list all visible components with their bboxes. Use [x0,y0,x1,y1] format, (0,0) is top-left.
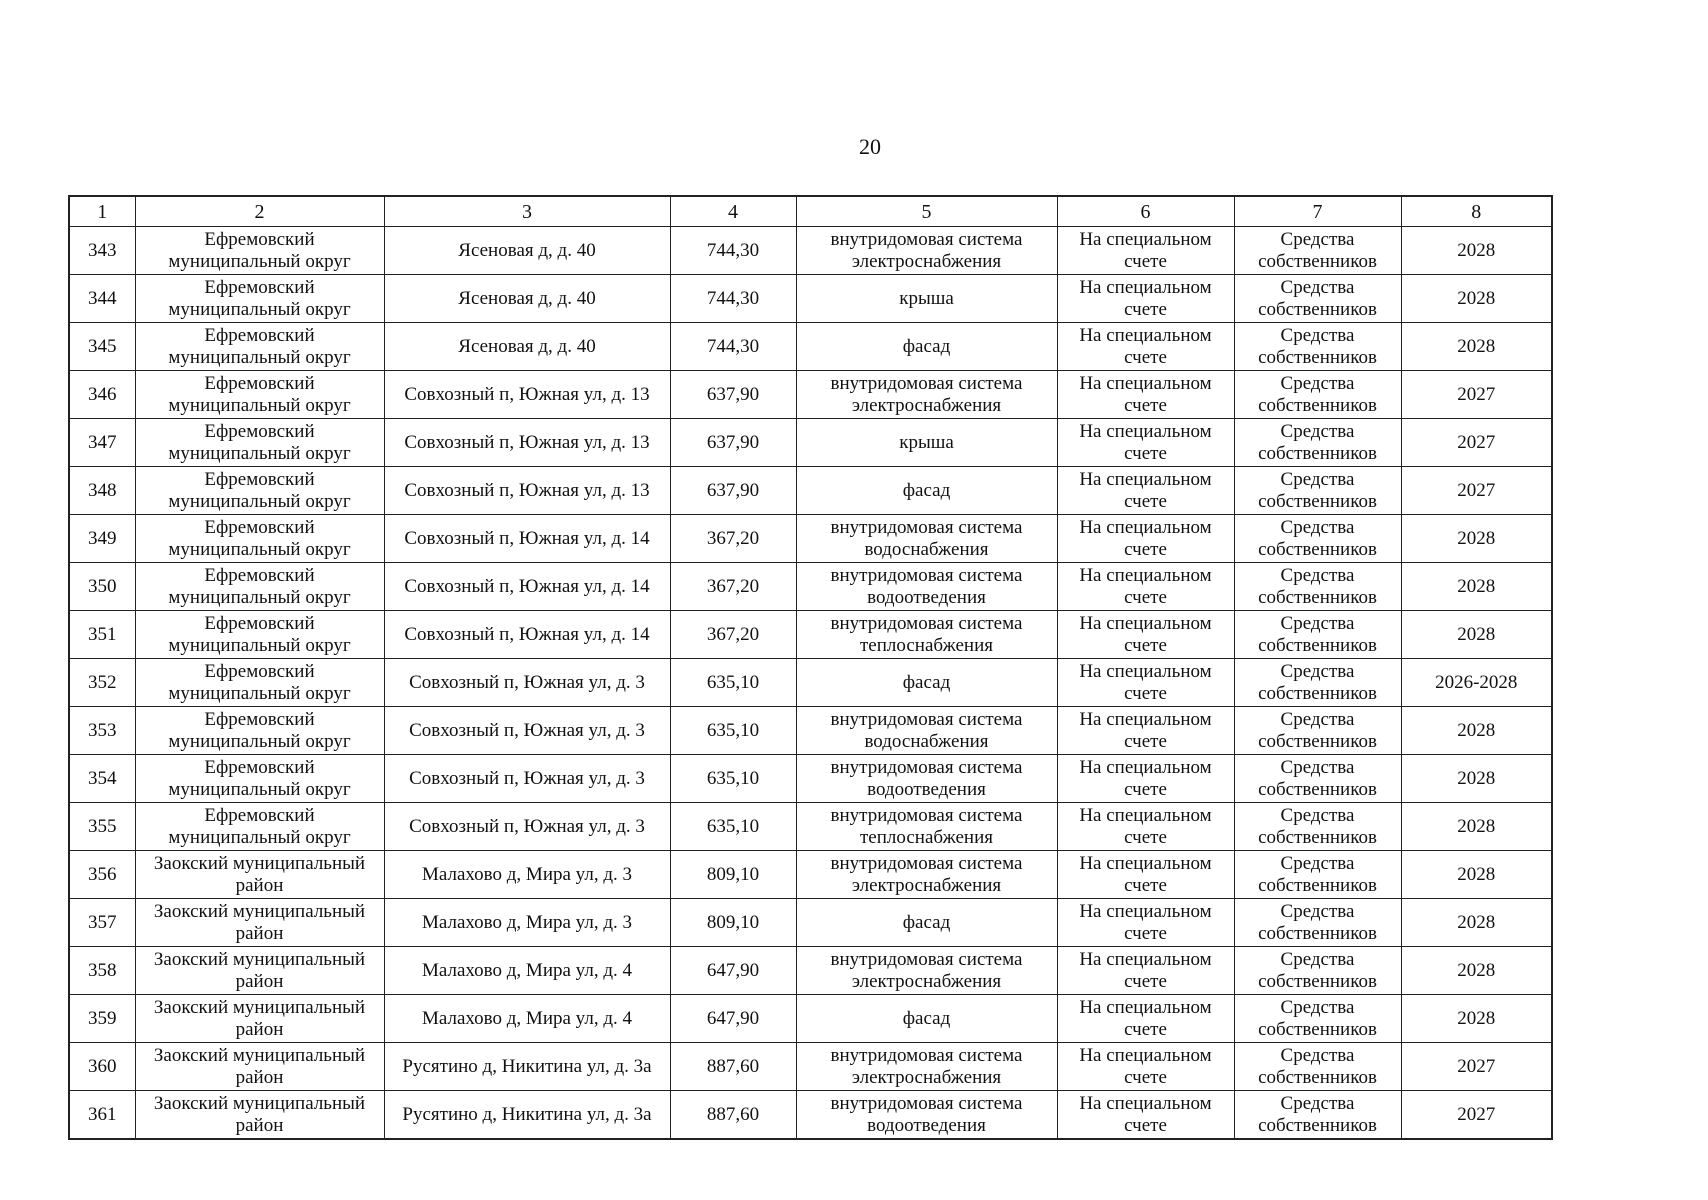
address-cell: Русятино д, Никитина ул, д. 3а [384,1043,670,1091]
system-cell: фасад [796,659,1057,707]
table-row [69,467,1552,515]
row-number-cell: 346 [69,371,135,419]
year-cell: 2027 [1401,371,1552,419]
area-cell: 647,90 [670,947,796,995]
municipality-cell: Ефремовский муниципальный округ [135,419,384,467]
system-cell: внутридомовая система водоотведения [796,1091,1057,1140]
table-body [69,227,1552,1140]
system-cell: фасад [796,995,1057,1043]
year-cell: 2027 [1401,1043,1552,1091]
table-row [69,227,1552,275]
address-cell: Совхозный п, Южная ул, д. 3 [384,803,670,851]
fund-type-cell: На специальном счете [1057,707,1234,755]
year-cell: 2028 [1401,803,1552,851]
fund-type-cell: На специальном счете [1057,1043,1234,1091]
municipality-cell: Заокский муниципальный район [135,851,384,899]
area-cell: 635,10 [670,707,796,755]
municipality-cell: Ефремовский муниципальный округ [135,611,384,659]
system-cell: внутридомовая система электроснабжения [796,947,1057,995]
column-header: 4 [670,196,796,227]
municipality-cell: Ефремовский муниципальный округ [135,659,384,707]
table-row [69,755,1552,803]
row-number-cell: 349 [69,515,135,563]
year-cell: 2028 [1401,899,1552,947]
row-number-cell: 343 [69,227,135,275]
year-cell: 2028 [1401,515,1552,563]
system-cell: фасад [796,899,1057,947]
fund-type-cell: На специальном счете [1057,755,1234,803]
area-cell: 744,30 [670,227,796,275]
municipality-cell: Ефремовский муниципальный округ [135,803,384,851]
row-number-cell: 358 [69,947,135,995]
area-cell: 367,20 [670,515,796,563]
table-row [69,275,1552,323]
address-cell: Малахово д, Мира ул, д. 3 [384,899,670,947]
address-cell: Ясеновая д, д. 40 [384,323,670,371]
funding-source-cell: Средства собственников [1234,227,1401,275]
municipality-cell: Заокский муниципальный район [135,899,384,947]
address-cell: Совхозный п, Южная ул, д. 13 [384,467,670,515]
table-row [69,1091,1552,1140]
address-cell: Малахово д, Мира ул, д. 4 [384,995,670,1043]
area-cell: 635,10 [670,659,796,707]
fund-type-cell: На специальном счете [1057,563,1234,611]
column-header: 5 [796,196,1057,227]
year-cell: 2028 [1401,947,1552,995]
row-number-cell: 353 [69,707,135,755]
fund-type-cell: На специальном счете [1057,659,1234,707]
fund-type-cell: На специальном счете [1057,371,1234,419]
table-row [69,563,1552,611]
fund-type-cell: На специальном счете [1057,995,1234,1043]
address-cell: Совхозный п, Южная ул, д. 14 [384,515,670,563]
municipality-cell: Ефремовский муниципальный округ [135,515,384,563]
system-cell: внутридомовая система электроснабжения [796,851,1057,899]
year-cell: 2028 [1401,611,1552,659]
table-row [69,995,1552,1043]
funding-source-cell: Средства собственников [1234,995,1401,1043]
row-number-cell: 345 [69,323,135,371]
funding-source-cell: Средства собственников [1234,1043,1401,1091]
area-cell: 809,10 [670,899,796,947]
address-cell: Совхозный п, Южная ул, д. 14 [384,563,670,611]
column-header: 8 [1401,196,1552,227]
page-number: 20 [859,134,881,159]
area-cell: 887,60 [670,1043,796,1091]
row-number-cell: 350 [69,563,135,611]
year-cell: 2028 [1401,227,1552,275]
column-header: 2 [135,196,384,227]
fund-type-cell: На специальном счете [1057,947,1234,995]
address-cell: Русятино д, Никитина ул, д. 3а [384,1091,670,1140]
address-cell: Ясеновая д, д. 40 [384,275,670,323]
table-row [69,659,1552,707]
area-cell: 887,60 [670,1091,796,1140]
area-cell: 637,90 [670,467,796,515]
table-row [69,707,1552,755]
year-cell: 2028 [1401,275,1552,323]
funding-source-cell: Средства собственников [1234,515,1401,563]
fund-type-cell: На специальном счете [1057,899,1234,947]
fund-type-cell: На специальном счете [1057,227,1234,275]
funding-source-cell: Средства собственников [1234,1091,1401,1140]
fund-type-cell: На специальном счете [1057,515,1234,563]
fund-type-cell: На специальном счете [1057,1091,1234,1140]
area-cell: 637,90 [670,371,796,419]
row-number-cell: 357 [69,899,135,947]
column-header: 7 [1234,196,1401,227]
system-cell: внутридомовая система теплоснабжения [796,611,1057,659]
row-number-cell: 348 [69,467,135,515]
funding-source-cell: Средства собственников [1234,275,1401,323]
column-header: 1 [69,196,135,227]
address-cell: Совхозный п, Южная ул, д. 3 [384,707,670,755]
funding-source-cell: Средства собственников [1234,803,1401,851]
funding-source-cell: Средства собственников [1234,611,1401,659]
municipality-cell: Заокский муниципальный район [135,947,384,995]
fund-type-cell: На специальном счете [1057,467,1234,515]
address-cell: Совхозный п, Южная ул, д. 13 [384,419,670,467]
municipality-cell: Ефремовский муниципальный округ [135,467,384,515]
area-cell: 647,90 [670,995,796,1043]
funding-source-cell: Средства собственников [1234,419,1401,467]
address-cell: Совхозный п, Южная ул, д. 3 [384,755,670,803]
area-cell: 635,10 [670,755,796,803]
system-cell: внутридомовая система водоснабжения [796,707,1057,755]
table-row [69,803,1552,851]
row-number-cell: 354 [69,755,135,803]
system-cell: внутридомовая система теплоснабжения [796,803,1057,851]
system-cell: внутридомовая система водоснабжения [796,515,1057,563]
system-cell: фасад [796,467,1057,515]
municipality-cell: Ефремовский муниципальный округ [135,707,384,755]
row-number-cell: 356 [69,851,135,899]
document-table [68,195,1553,1140]
table-row [69,1043,1552,1091]
header-row [69,196,1552,227]
area-cell: 809,10 [670,851,796,899]
municipality-cell: Ефремовский муниципальный округ [135,227,384,275]
fund-type-cell: На специальном счете [1057,803,1234,851]
system-cell: внутридомовая система водоотведения [796,755,1057,803]
document-table-container [68,195,1551,1140]
row-number-cell: 344 [69,275,135,323]
year-cell: 2027 [1401,1091,1552,1140]
table-row [69,323,1552,371]
area-cell: 635,10 [670,803,796,851]
row-number-cell: 355 [69,803,135,851]
system-cell: фасад [796,323,1057,371]
row-number-cell: 360 [69,1043,135,1091]
system-cell: внутридомовая система электроснабжения [796,371,1057,419]
table-row [69,851,1552,899]
table-row [69,899,1552,947]
table-row [69,419,1552,467]
system-cell: крыша [796,275,1057,323]
address-cell: Малахово д, Мира ул, д. 3 [384,851,670,899]
column-header: 3 [384,196,670,227]
municipality-cell: Ефремовский муниципальный округ [135,323,384,371]
row-number-cell: 347 [69,419,135,467]
municipality-cell: Ефремовский муниципальный округ [135,371,384,419]
fund-type-cell: На специальном счете [1057,275,1234,323]
year-cell: 2028 [1401,323,1552,371]
address-cell: Совхозный п, Южная ул, д. 14 [384,611,670,659]
municipality-cell: Заокский муниципальный район [135,995,384,1043]
funding-source-cell: Средства собственников [1234,323,1401,371]
table-row [69,947,1552,995]
table-row [69,515,1552,563]
municipality-cell: Заокский муниципальный район [135,1091,384,1140]
row-number-cell: 359 [69,995,135,1043]
year-cell: 2028 [1401,707,1552,755]
system-cell: внутридомовая система водоотведения [796,563,1057,611]
table-row [69,371,1552,419]
year-cell: 2027 [1401,467,1552,515]
municipality-cell: Ефремовский муниципальный округ [135,563,384,611]
year-cell: 2028 [1401,755,1552,803]
year-cell: 2027 [1401,419,1552,467]
system-cell: внутридомовая система электроснабжения [796,1043,1057,1091]
year-cell: 2028 [1401,563,1552,611]
row-number-cell: 351 [69,611,135,659]
funding-source-cell: Средства собственников [1234,467,1401,515]
funding-source-cell: Средства собственников [1234,947,1401,995]
municipality-cell: Ефремовский муниципальный округ [135,755,384,803]
table-header [69,196,1552,227]
area-cell: 367,20 [670,563,796,611]
year-cell: 2028 [1401,995,1552,1043]
address-cell: Ясеновая д, д. 40 [384,227,670,275]
system-cell: внутридомовая система электроснабжения [796,227,1057,275]
year-cell: 2028 [1401,851,1552,899]
year-cell: 2026-2028 [1401,659,1552,707]
column-header: 6 [1057,196,1234,227]
funding-source-cell: Средства собственников [1234,899,1401,947]
row-number-cell: 361 [69,1091,135,1140]
system-cell: крыша [796,419,1057,467]
fund-type-cell: На специальном счете [1057,323,1234,371]
area-cell: 744,30 [670,323,796,371]
municipality-cell: Заокский муниципальный район [135,1043,384,1091]
row-number-cell: 352 [69,659,135,707]
area-cell: 367,20 [670,611,796,659]
municipality-cell: Ефремовский муниципальный округ [135,275,384,323]
fund-type-cell: На специальном счете [1057,851,1234,899]
funding-source-cell: Средства собственников [1234,563,1401,611]
funding-source-cell: Средства собственников [1234,371,1401,419]
address-cell: Малахово д, Мира ул, д. 4 [384,947,670,995]
funding-source-cell: Средства собственников [1234,659,1401,707]
area-cell: 637,90 [670,419,796,467]
fund-type-cell: На специальном счете [1057,611,1234,659]
area-cell: 744,30 [670,275,796,323]
funding-source-cell: Средства собственников [1234,851,1401,899]
funding-source-cell: Средства собственников [1234,707,1401,755]
address-cell: Совхозный п, Южная ул, д. 3 [384,659,670,707]
fund-type-cell: На специальном счете [1057,419,1234,467]
funding-source-cell: Средства собственников [1234,755,1401,803]
address-cell: Совхозный п, Южная ул, д. 13 [384,371,670,419]
table-row [69,611,1552,659]
